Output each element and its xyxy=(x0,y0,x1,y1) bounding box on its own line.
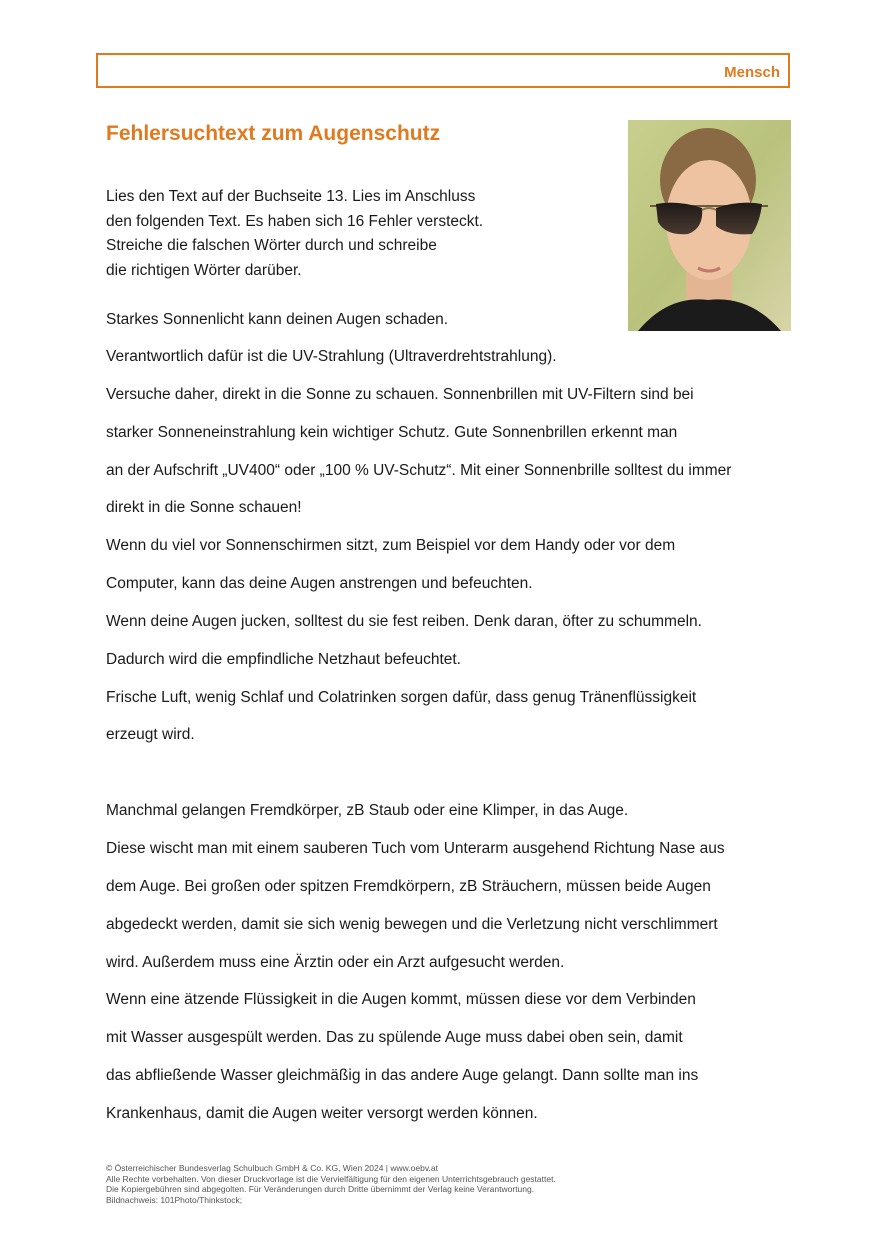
text-line: das abfließende Wasser gleichmäßig in das andere Auge gelangt. Dann sollte man ins xyxy=(106,1067,699,1084)
text-line: Computer, kann das deine Augen anstrengen und befeuchten. xyxy=(106,575,533,592)
instruction-line: die richtigen Wörter darüber. xyxy=(106,261,302,279)
footer-line: © Österreichischer Bundesverlag Schulbuch GmbH & Co. KG, Wien 2024 | www.oebv.at xyxy=(106,1163,438,1173)
header-box xyxy=(96,53,790,88)
header-label: Mensch xyxy=(724,64,780,81)
text-line: Wenn eine ätzende Flüssigkeit in die Augen kommt, müssen diese vor dem Verbinden xyxy=(106,991,696,1008)
instruction-line: Streiche die falschen Wörter durch und schreibe xyxy=(106,237,437,254)
text-line: an der Aufschrift „UV400“ oder „100 % UV-Schutz“. Mit einer Sonnenbrille solltest du immer xyxy=(106,462,732,479)
text-line: Wenn du viel vor Sonnenschirmen sitzt, zum Beispiel vor dem Handy oder vor dem xyxy=(106,537,676,554)
text-line: Manchmal gelangen Fremdkörper, zB Staub oder eine Klimper, in das Auge. xyxy=(106,802,629,819)
footer-line: Die Kopiergebühren sind abgegolten. Für Veränderungen durch Dritte übernimmt der Verlag keine Verantwortung. xyxy=(106,1184,535,1195)
footer-line: Alle Rechte vorbehalten. Von dieser Druckvorlage ist die Vervielfältigung für den eigenen Unterrichtsgebrauch gestattet. xyxy=(106,1173,556,1184)
text-line: Starkes Sonnenlicht kann deinen Augen schaden. xyxy=(106,311,449,328)
text-line: starker Sonneneinstrahlung kein wichtiger Schutz. Gute Sonnenbrillen erkennt man xyxy=(106,424,678,441)
text-line: Diese wischt man mit einem sauberen Tuch vom Unterarm ausgehend Richtung Nase aus xyxy=(106,840,725,857)
text-line: Versuche daher, direkt in die Sonne zu schauen. Sonnenbrillen mit UV-Filtern sind bei xyxy=(106,386,694,403)
text-line: wird. Außerdem muss eine Ärztin oder ein Arzt aufgesucht werden. xyxy=(106,954,565,971)
page-title: Fehlersuchtext zum Augenschutz xyxy=(106,122,441,145)
text-line: Frische Luft, wenig Schlaf und Colatrinken sorgen dafür, dass genug Tränenflüssigkeit xyxy=(106,689,697,706)
sunglasses-photo xyxy=(628,120,791,331)
instruction-line: den folgenden Text. Es haben sich 16 Fehler versteckt. xyxy=(106,212,484,230)
text-line: mit Wasser ausgespült werden. Das zu spülende Auge muss dabei oben sein, damit xyxy=(106,1029,683,1046)
footer xyxy=(106,1163,556,1205)
text-line: dem Auge. Bei großen oder spitzen Fremdkörpern, zB Sträuchern, müssen beide Augen xyxy=(106,878,711,895)
text-line: abgedeckt werden, damit sie sich wenig bewegen und die Verletzung nicht verschlimmert xyxy=(106,916,718,933)
text-line: Wenn deine Augen jucken, solltest du sie fest reiben. Denk daran, öfter zu schummeln. xyxy=(106,613,702,630)
text-line: Krankenhaus, damit die Augen weiter versorgt werden können. xyxy=(106,1105,538,1122)
text-line: direkt in die Sonne schauen! xyxy=(106,499,302,516)
text-line: Verantwortlich dafür ist die UV-Strahlung (Ultraverdrehtstrahlung). xyxy=(106,348,557,365)
instruction-line: Lies den Text auf der Buchseite 13. Lies im Anschluss xyxy=(106,188,476,205)
footer-line: Bildnachweis: 101Photo/Thinkstock; xyxy=(106,1194,243,1205)
text-line: erzeugt wird. xyxy=(106,726,195,743)
text-line: Dadurch wird die empfindliche Netzhaut befeuchtet. xyxy=(106,651,461,668)
instructions xyxy=(106,185,576,283)
